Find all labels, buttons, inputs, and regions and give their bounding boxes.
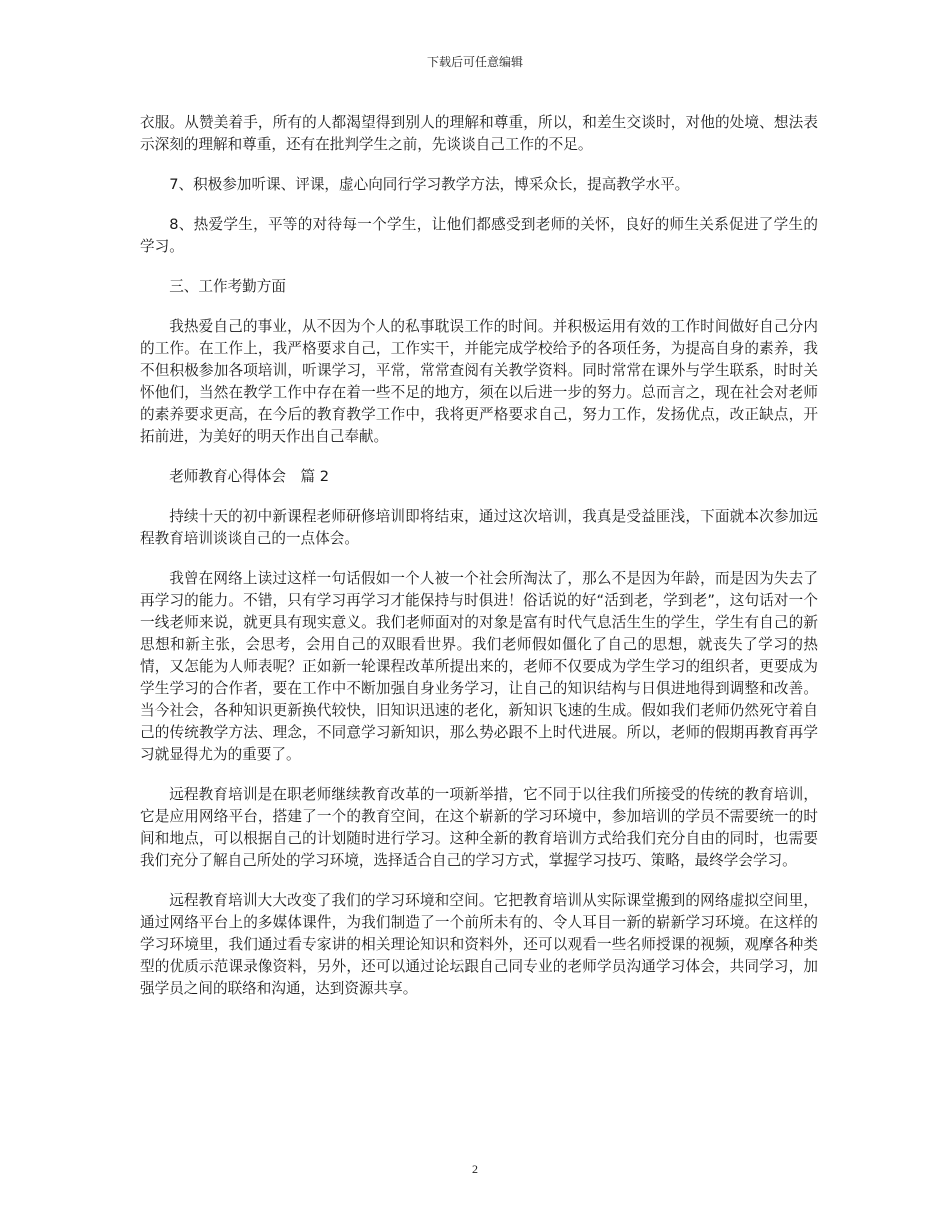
document-body bbox=[140, 112, 818, 1018]
page-number: 2 bbox=[472, 1162, 478, 1176]
paragraph-attendance: 我热爱自己的事业，从不因为个人的私事耽误工作的时间。并积极运用有效的工作时间做好自己分内的工作。在工作上，我严格要求自己，工作实干，并能完成学校给予的各项任务，为提高自身的素养，我不但积极参加各项培训，听课学习，平常，常常查阅有关教学资料。同时常常在课外与学生联系，时时关怀他们，当然在教学工作中存在着一些不足的地方，须在以后进一步的努力。总而言之，现在社会对老师的素养要求更高，在今后的教育教学工作中，我将更严格要求自己，努力工作，发扬优点，改正缺点，开拓前进，为美好的明天作出自己奉献。 bbox=[140, 318, 818, 445]
paragraph-remote-training: 远程教育培训是在职老师继续教育改革的一项新举措，它不同于以往我们所接受的传统的教育培训，它是应用网络平台，搭建了一个的教育空间，在这个崭新的学习环境中，参加培训的学员不需要统一的时间和地点，可以根据自己的计划随时进行学习。这种全新的教育培训方式给我们充分自由的同时，也需要我们充分了解自己所处的学习环境，选择适合自己的学习方式，掌握学习技巧、策略，最终学会学习。 bbox=[140, 786, 818, 869]
page-header: 下载后可任意编辑 bbox=[426, 55, 523, 69]
paragraph-continuation: 衣服。从赞美着手，所有的人都渴望得到别人的理解和尊重，所以，和差生交谈时，对他的处境、想法表示深刻的理解和尊重，还有在批判学生之前，先谈谈自己工作的不足。 bbox=[140, 114, 818, 153]
section-heading-attendance: 三、工作考勤方面 bbox=[169, 278, 286, 295]
paragraph-item-8: 8、热爱学生，平等的对待每一个学生，让他们都感受到老师的关怀，良好的师生关系促进了学生的学习。 bbox=[140, 216, 818, 255]
paragraph-learning-environment: 远程教育培训大大改变了我们的学习环境和空间。它把教育培训从实际课堂搬到的网络虚拟空间里，通过网络平台上的多媒体课件，为我们制造了一个前所未有的、令人耳目一新的崭新学习环境。在这样的学习环境里，我们通过看专家讲的相关理论知识和资料外，还可以观看一些名师授课的视频，观摩各种类型的优质示范课录像资料，另外，还可以通过论坛跟自己同专业的老师学员沟通学习体会，共同学习，加强学员之间的联络和沟通，达到资源共享。 bbox=[140, 892, 818, 997]
paragraph-lifelong-learning: 我曾在网络上读过这样一句话假如一个人被一个社会所淘汰了，那么不是因为年龄，而是因为失去了再学习的能力。不错，只有学习再学习才能保持与时俱进！俗话说的好“活到老，学到老”，这句话对一个一线老师来说，就更具有现实意义。我们老师面对的对象是富有时代气息活生生的学生，学生有自己的新思想和新主张，会思考，会用自己的双眼看世界。我们老师假如僵化了自己的思想，就丧失了学习的热情，又怎能为人师表呢？正如新一轮课程改革所提出来的，老师不仅要成为学生学习的组织者，更要成为学生学习的合作者，要在工作中不断加强自身业务学习，让自己的知识结构与日俱进地得到调整和改善。当今社会，各种知识更新换代较快，旧知识迅速的老化，新知识飞速的生成。假如我们老师仍然死守着自己的传统教学方法、理念，不同意学习新知识，那么势必跟不上时代进展。所以，老师的假期再教育再学习就显得尤为的重要了。 bbox=[140, 570, 818, 763]
paragraph-intro: 持续十天的初中新课程老师研修培训即将结束，通过这次培训，我真是受益匪浅，下面就本次参加远程教育培训谈谈自己的一点体会。 bbox=[140, 508, 818, 547]
paragraph-item-7: 7、积极参加听课、评课，虚心向同行学习教学方法，博采众长，提高教学水平。 bbox=[169, 176, 690, 193]
article-title-part-2: 老师教育心得体会 篇 2 bbox=[169, 468, 330, 485]
